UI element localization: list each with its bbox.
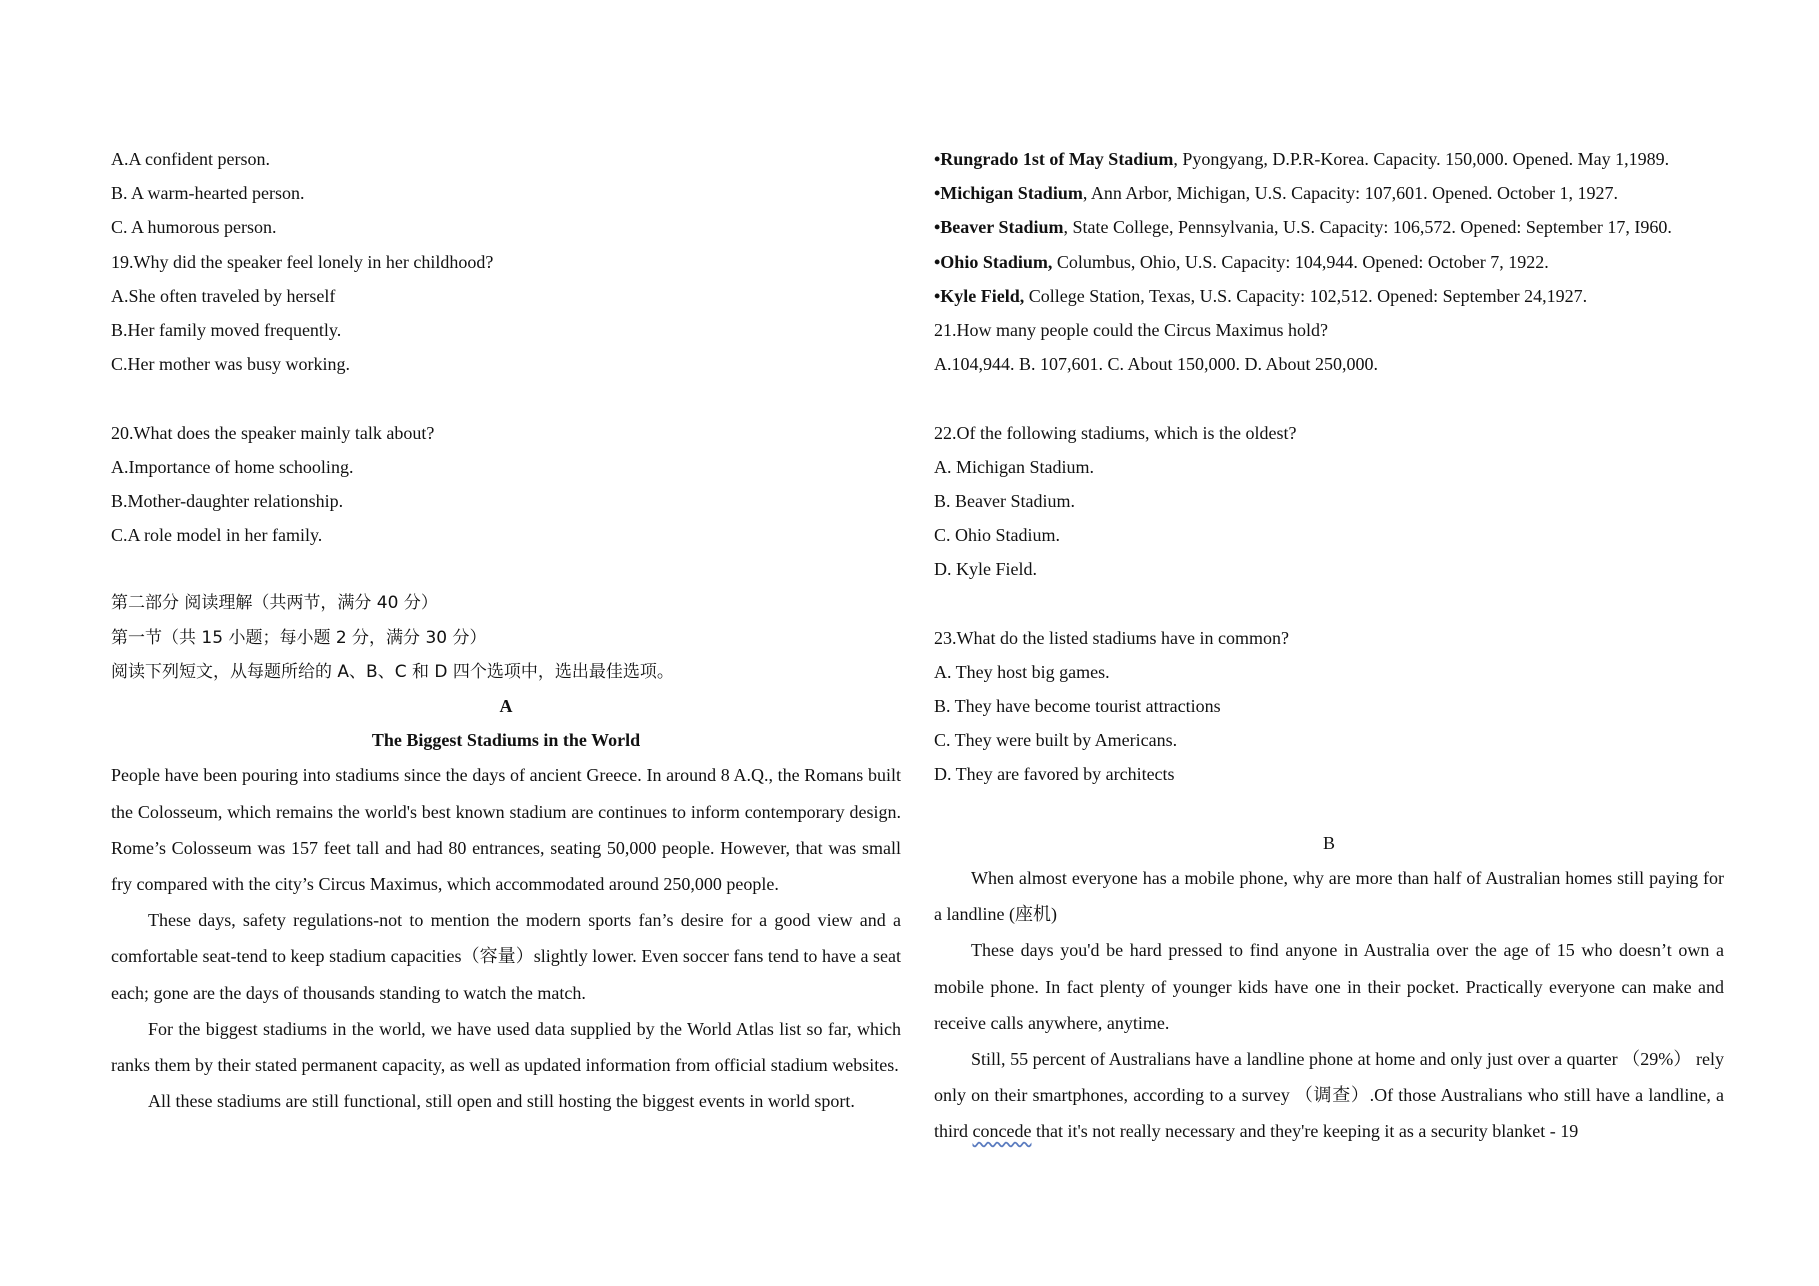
paragraph-text: that it's not really necessary and they're keeping it as a security blanket - 19 — [1031, 1121, 1579, 1142]
passage-a-title: The Biggest Stadiums in the World — [371, 730, 641, 751]
q18-option-b: B. A warm-hearted person. — [111, 183, 305, 204]
passage-a-paragraph-4: All these stadiums are still functional, still open and still hosting the biggest events in world sport. — [148, 1091, 855, 1112]
q18-option-c: C. A humorous person. — [111, 217, 277, 238]
part2-heading: 第二部分 阅读理解（共两节，满分 40 分） — [111, 593, 438, 614]
right-column — [934, 142, 1724, 1150]
passage-a-paragraph-2: These days, safety regulations-not to mention the modern sports fan’s desire for a good view and a comfortable seat-tend to keep stadium capacities（容量）slightly lower. Even soccer fans tend to have a seat each; gone are the days of thousands standing to watch the match. — [111, 910, 901, 1003]
q23-option-a: A. They host big games. — [934, 661, 1110, 682]
q21-options: A.104,944. B. 107,601. C. About 150,000. D. About 250,000. — [934, 354, 1379, 375]
q23-option-c: C. They were built by Americans. — [934, 730, 1178, 751]
passage-a-paragraph-3: For the biggest stadiums in the world, we have used data supplied by the World Atlas list so far, which ranks them by their stated permanent capacity, as well as updated information from official stadium websites. — [111, 1018, 901, 1075]
passage-b-paragraph-1: When almost everyone has a mobile phone, why are more than half of Australian homes still paying for a landline (座机) — [934, 867, 1724, 925]
left-column — [111, 142, 901, 1119]
stadium-item — [934, 279, 1724, 313]
q20-option-c: C.A role model in her family. — [111, 525, 323, 546]
reading-instruction: 阅读下列短文，从每题所给的 A、B、C 和 D 四个选项中，选出最佳选项。 — [111, 661, 674, 682]
stadium-details: Columbus, Ohio, U.S. Capacity: 104,944. Opened: October 7, 1922. — [1052, 251, 1549, 272]
underlined-word: concede — [972, 1121, 1032, 1142]
q19-option-c: C.Her mother was busy working. — [111, 354, 350, 375]
q23-option-b: B. They have become tourist attractions — [934, 696, 1221, 716]
q20-option-b: B.Mother-daughter relationship. — [111, 490, 344, 511]
q18-option-a: A.A confident person. — [111, 149, 270, 169]
stadium-name: •Beaver Stadium — [934, 217, 1064, 238]
paragraph-text: Still, 55 percent of Australians have a landline phone at home and only just over a quarter （29%） rely only on their smartphones, according to a survey （调查）.Of those Australians who still have a landline, a third — [934, 1048, 1724, 1142]
q20-question: 20.What does the speaker mainly talk about? — [111, 422, 435, 443]
passage-b-label: B — [1322, 832, 1335, 853]
stadium-details: , Ann Arbor, Michigan, U.S. Capacity: 107,601. Opened. October 1, 1927. — [1082, 183, 1619, 204]
stadium-item — [934, 245, 1724, 279]
passage-b-paragraph-2: These days you'd be hard pressed to find anyone in Australia over the age of 15 who doesn’t own a mobile phone. In fact plenty of younger kids have one in their pocket. Practically everyone can make and receive calls anywhere, anytime. — [934, 940, 1724, 1033]
q22-option-a: A. Michigan Stadium. — [934, 456, 1094, 477]
q19-option-b: B.Her family moved frequently. — [111, 319, 342, 340]
q23-question: 23.What do the listed stadiums have in common? — [934, 627, 1289, 648]
q21-question: 21.How many people could the Circus Maximus hold? — [934, 319, 1328, 340]
q23-option-d: D. They are favored by architects — [934, 764, 1175, 785]
stadium-item — [934, 142, 1724, 176]
q22-question: 22.Of the following stadiums, which is the oldest? — [934, 422, 1297, 443]
stadium-name: •Rungrado 1st of May Stadium — [934, 149, 1174, 169]
q22-option-c: C. Ohio Stadium. — [934, 525, 1061, 546]
stadium-details: College Station, Texas, U.S. Capacity: 102,512. Opened: September 24,1927. — [1024, 285, 1588, 306]
stadium-details: , Pyongyang, D.P.R-Korea. Capacity. 150,000. Opened. May 1,1989. — [1173, 149, 1670, 169]
stadium-item — [934, 176, 1724, 210]
section1-heading: 第一节（共 15 小题；每小题 2 分，满分 30 分） — [111, 627, 487, 648]
q20-option-a: A.Importance of home schooling. — [111, 456, 354, 477]
stadium-name: •Ohio Stadium, — [934, 251, 1053, 272]
passage-a-paragraph-1: People have been pouring into stadiums since the days of ancient Greece. In around 8 A.Q., the Romans built the Colosseum, which remains the world's best known stadium are continues to inform contemporary design. Rome’s Colosseum was 157 feet tall and had 80 entrances, seating 50,000 people. However, that was small fry compared with the city’s Circus Maximus, which accommodated around 250,000 people. — [111, 765, 901, 894]
stadium-details: , State College, Pennsylvania, U.S. Capacity: 106,572. Opened: September 17, I960. — [1063, 217, 1672, 238]
stadium-name: •Michigan Stadium — [934, 183, 1083, 204]
q19-option-a: A.She often traveled by herself — [111, 285, 336, 306]
passage-a-label: A — [499, 696, 513, 716]
q19-question: 19.Why did the speaker feel lonely in her childhood? — [111, 251, 494, 272]
q22-option-d: D. Kyle Field. — [934, 559, 1037, 580]
stadium-name: •Kyle Field, — [934, 285, 1025, 306]
q22-option-b: B. Beaver Stadium. — [934, 490, 1075, 511]
passage-b-paragraph-3 — [934, 1041, 1724, 1150]
stadium-item — [934, 210, 1724, 244]
